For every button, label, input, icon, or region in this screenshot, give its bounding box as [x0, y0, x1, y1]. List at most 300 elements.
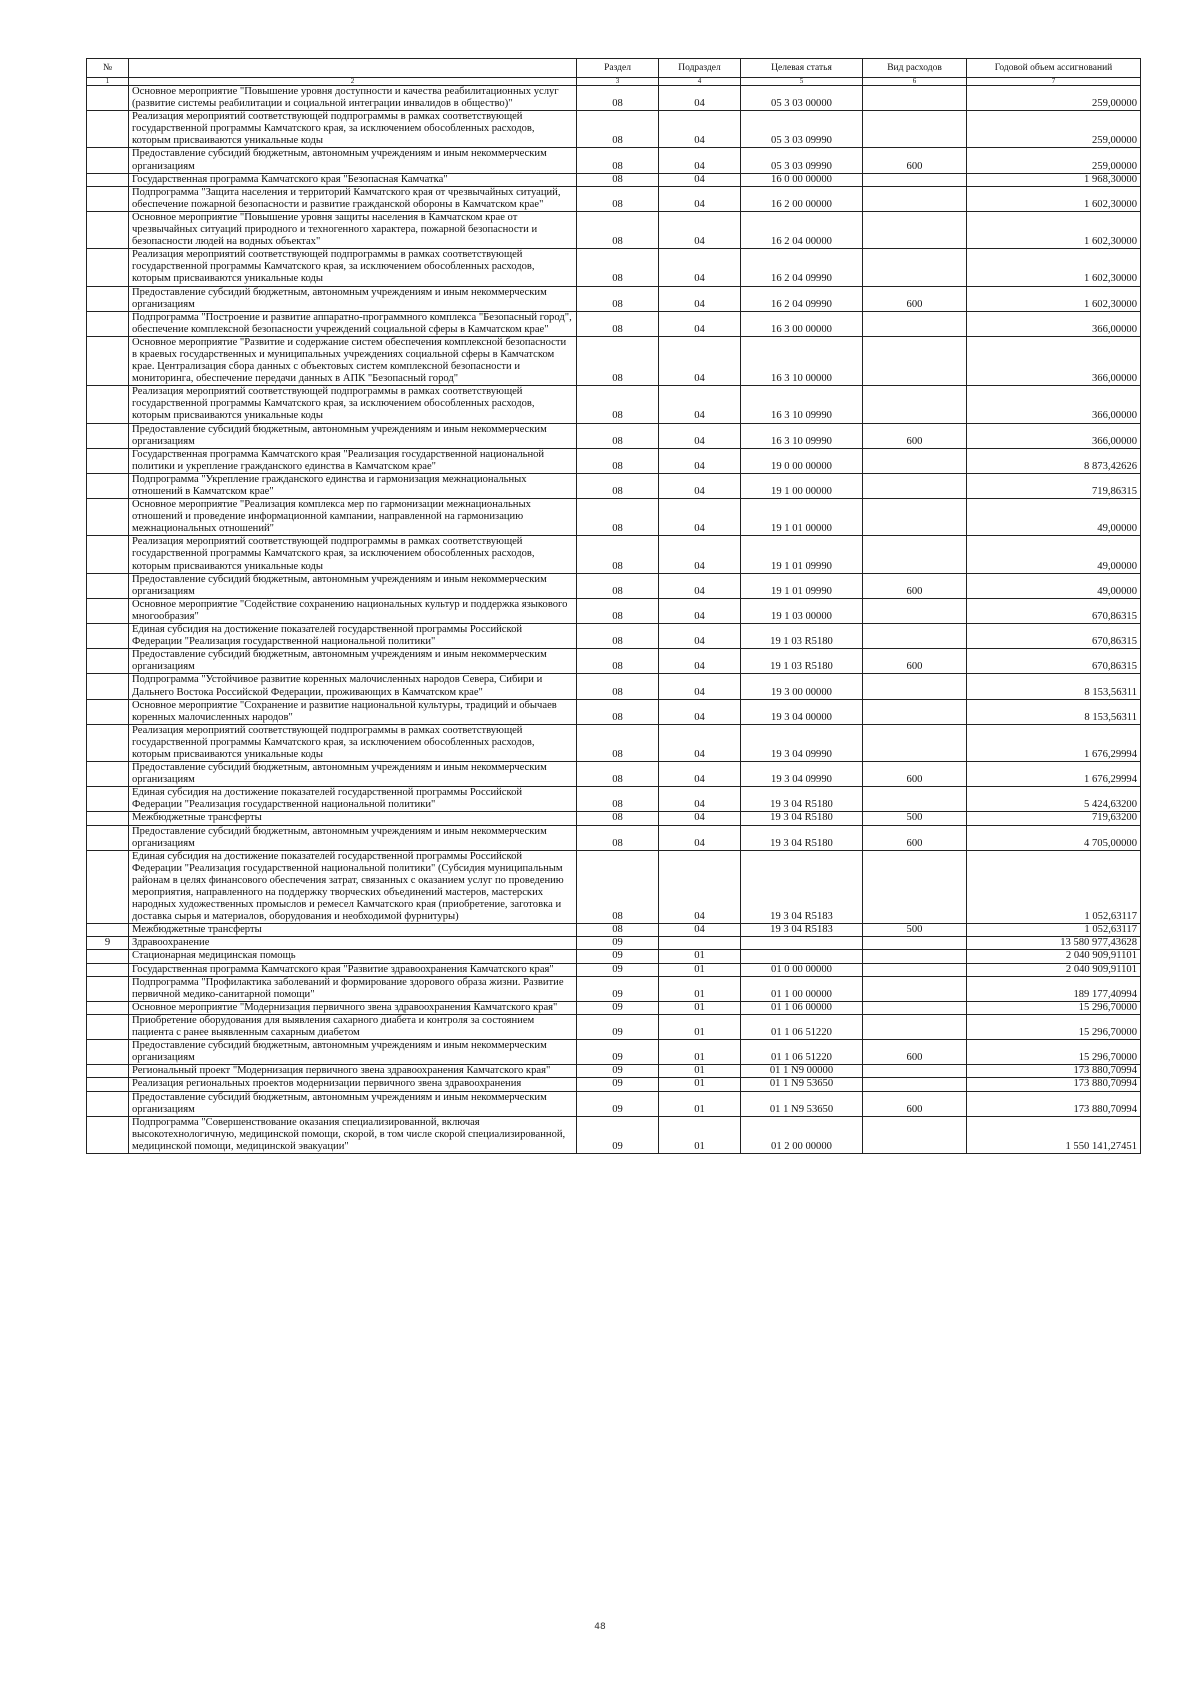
subsection-code: 04: [659, 473, 741, 498]
page-number: 48: [594, 1622, 606, 1632]
header-expense-type: Вид расходов: [863, 59, 967, 78]
section-code: 08: [577, 699, 659, 724]
expense-name: Реализация мероприятий соответствующей подпрограммы в рамках соответствующей государственной программы Камчатского края, за исключением обособленных расходов, которым присваиваются уникальные коды: [129, 249, 577, 286]
expense-type-code: 600: [863, 649, 967, 674]
table-row: [87, 1065, 1141, 1078]
subsection-code: 04: [659, 148, 741, 173]
annual-volume: 366,00000: [967, 423, 1141, 448]
subsection-code: 04: [659, 649, 741, 674]
section-code: 08: [577, 211, 659, 248]
expense-type-code: [863, 111, 967, 148]
expense-name: Единая субсидия на достижение показателей государственной программы Российской Федерации "Реализация государственной национальной политики" (Субсидия муниципальным районам в целях финансового обеспечения затрат, связанных с оказанием услуг по проведению мероприятия, направленного на поддержку творческих объединений мастеров, мастерских народных художественных промыслов и ремесел Камчатского края (приобретение, заготовка и доставка сырья и материалов, оборудования и необходимой фурнитуры): [129, 850, 577, 924]
expense-name: Основное мероприятие "Повышение уровня доступности и качества реабилитационных услуг (развитие системы реабилитации и социальной интеграции инвалидов в общество)": [129, 86, 577, 111]
target-article-code: 19 1 01 00000: [741, 499, 863, 536]
row-number: [87, 649, 129, 674]
table-row: [87, 311, 1141, 336]
expense-type-code: [863, 787, 967, 812]
subsection-code: 04: [659, 573, 741, 598]
target-article-code: 19 1 03 00000: [741, 598, 863, 623]
expense-name: Предоставление субсидий бюджетным, автономным учреждениям и иным некоммерческим организациям: [129, 649, 577, 674]
target-article-code: 16 2 00 00000: [741, 186, 863, 211]
section-code: 08: [577, 86, 659, 111]
target-article-code: 19 3 04 09990: [741, 762, 863, 787]
expense-name: Подпрограмма "Устойчивое развитие коренных малочисленных народов Севера, Сибири и Дальнего Востока Российской Федерации, проживающих в Камчатском крае": [129, 674, 577, 699]
expense-type-code: [863, 598, 967, 623]
expense-type-code: 600: [863, 423, 967, 448]
target-article-code: 01 1 06 51220: [741, 1040, 863, 1065]
expense-type-code: [863, 186, 967, 211]
row-number: [87, 86, 129, 111]
table-row: [87, 573, 1141, 598]
table-row: [87, 1091, 1141, 1116]
table-row: [87, 286, 1141, 311]
annual-volume: 259,00000: [967, 148, 1141, 173]
annual-volume: 49,00000: [967, 573, 1141, 598]
section-code: 09: [577, 1014, 659, 1039]
row-number: [87, 311, 129, 336]
row-number: [87, 173, 129, 186]
target-article-code: 19 1 00 00000: [741, 473, 863, 498]
expense-type-code: [863, 850, 967, 924]
section-code: 09: [577, 937, 659, 950]
subsection-code: 04: [659, 86, 741, 111]
row-number: [87, 624, 129, 649]
section-code: 09: [577, 950, 659, 963]
table-row: [87, 86, 1141, 111]
expense-type-code: 600: [863, 1091, 967, 1116]
subsection-code: 04: [659, 699, 741, 724]
expense-type-code: [863, 499, 967, 536]
header-name: [129, 59, 577, 78]
table-row: [87, 386, 1141, 423]
subsection-code: 04: [659, 499, 741, 536]
expense-type-code: [863, 311, 967, 336]
target-article-code: 01 0 00 00000: [741, 963, 863, 976]
annual-volume: 4 705,00000: [967, 825, 1141, 850]
row-number: [87, 1091, 129, 1116]
expense-name: Основное мероприятие "Модернизация первичного звена здравоохранения Камчатского края": [129, 1001, 577, 1014]
target-article-code: 05 3 03 09990: [741, 148, 863, 173]
row-number: [87, 473, 129, 498]
target-article-code: 16 2 04 00000: [741, 211, 863, 248]
annual-volume: 1 676,29994: [967, 724, 1141, 761]
target-article-code: 16 3 00 00000: [741, 311, 863, 336]
expense-type-code: 600: [863, 825, 967, 850]
row-number: [87, 963, 129, 976]
annual-volume: 366,00000: [967, 336, 1141, 385]
section-code: 09: [577, 1065, 659, 1078]
section-code: 09: [577, 1001, 659, 1014]
expense-name: Подпрограмма "Профилактика заболеваний и формирование здорового образа жизни. Развитие первичной медико-санитарной помощи": [129, 976, 577, 1001]
expense-name: Предоставление субсидий бюджетным, автономным учреждениям и иным некоммерческим организациям: [129, 1040, 577, 1065]
expense-name: Предоставление субсидий бюджетным, автономным учреждениям и иным некоммерческим организациям: [129, 1091, 577, 1116]
table-row: [87, 825, 1141, 850]
expense-type-code: [863, 724, 967, 761]
table-row: [87, 1001, 1141, 1014]
subsection-code: 04: [659, 674, 741, 699]
target-article-code: 05 3 03 09990: [741, 111, 863, 148]
table-row: [87, 111, 1141, 148]
row-number: [87, 423, 129, 448]
section-code: 08: [577, 311, 659, 336]
row-number: [87, 111, 129, 148]
header-section: Раздел: [577, 59, 659, 78]
expense-name: Здравоохранение: [129, 937, 577, 950]
expense-name: Подпрограмма "Защита населения и территорий Камчатского края от чрезвычайных ситуаций, обеспечение пожарной безопасности и развитие гражданской обороны в Камчатском крае": [129, 186, 577, 211]
row-number: 9: [87, 937, 129, 950]
subsection-code: 04: [659, 536, 741, 573]
section-code: 08: [577, 624, 659, 649]
row-number: [87, 924, 129, 937]
annual-volume: 173 880,70994: [967, 1091, 1141, 1116]
expense-name: Предоставление субсидий бюджетным, автономным учреждениям и иным некоммерческим организациям: [129, 423, 577, 448]
expense-type-code: 500: [863, 924, 967, 937]
expense-name: Подпрограмма "Совершенствование оказания специализированной, включая высокотехнологичную, медицинской помощи, скорой, в том числе скорой специализированной, медицинской помощи, медицинской эвакуации": [129, 1116, 577, 1153]
annual-volume: 2 040 909,91101: [967, 963, 1141, 976]
target-article-code: 01 1 N9 53650: [741, 1078, 863, 1091]
table-row: [87, 624, 1141, 649]
annual-volume: 1 968,30000: [967, 173, 1141, 186]
target-article-code: 19 1 01 09990: [741, 536, 863, 573]
subsection-code: 01: [659, 950, 741, 963]
subsection-code: 04: [659, 186, 741, 211]
column-number-row: [87, 78, 1141, 86]
subsection-code: 04: [659, 624, 741, 649]
annual-volume: 1 602,30000: [967, 249, 1141, 286]
section-code: 09: [577, 976, 659, 1001]
subsection-code: 01: [659, 1014, 741, 1039]
section-code: 08: [577, 249, 659, 286]
table-row: [87, 423, 1141, 448]
row-number: [87, 286, 129, 311]
table-row: [87, 448, 1141, 473]
target-article-code: 19 3 00 00000: [741, 674, 863, 699]
expense-name: Основное мероприятие "Сохранение и развитие национальной культуры, традиций и обычаев коренных малочисленных народов": [129, 699, 577, 724]
subsection-code: 01: [659, 976, 741, 1001]
annual-volume: 15 296,70000: [967, 1040, 1141, 1065]
row-number: [87, 1001, 129, 1014]
section-code: 09: [577, 1116, 659, 1153]
expense-type-code: [863, 336, 967, 385]
table-row: [87, 674, 1141, 699]
annual-volume: 15 296,70000: [967, 1001, 1141, 1014]
row-number: [87, 573, 129, 598]
expense-type-code: [863, 249, 967, 286]
row-number: [87, 787, 129, 812]
section-code: 08: [577, 812, 659, 825]
subsection-code: 04: [659, 724, 741, 761]
expense-type-code: 600: [863, 573, 967, 598]
section-code: 08: [577, 473, 659, 498]
expense-name: Реализация мероприятий соответствующей подпрограммы в рамках соответствующей государственной программы Камчатского края, за исключением обособленных расходов, которым присваиваются уникальные коды: [129, 724, 577, 761]
target-article-code: 19 1 03 R5180: [741, 624, 863, 649]
expense-name: Основное мероприятие "Развитие и содержание систем обеспечения комплексной безопасности в краевых государственных и муниципальных учреждениях социальной сферы в Камчатском крае. Централизация сбора данных с объектовых систем комплексной безопасности и мониторинга, обеспечение передачи данных в АПК "Безопасный город": [129, 336, 577, 385]
expense-name: Предоставление субсидий бюджетным, автономным учреждениям и иным некоммерческим организациям: [129, 148, 577, 173]
table-body: [87, 86, 1141, 1154]
row-number: [87, 976, 129, 1001]
expense-name: Предоставление субсидий бюджетным, автономным учреждениям и иным некоммерческим организациям: [129, 762, 577, 787]
section-code: 08: [577, 423, 659, 448]
section-code: 08: [577, 448, 659, 473]
expense-type-code: [863, 699, 967, 724]
expense-name: Реализация мероприятий соответствующей подпрограммы в рамках соответствующей государственной программы Камчатского края, за исключением обособленных расходов, которым присваиваются уникальные коды: [129, 386, 577, 423]
section-code: 09: [577, 1091, 659, 1116]
annual-volume: 189 177,40994: [967, 976, 1141, 1001]
expense-name: Основное мероприятие "Содействие сохранению национальных культур и поддержка языкового многообразия": [129, 598, 577, 623]
annual-volume: 1 676,29994: [967, 762, 1141, 787]
subsection-code: 04: [659, 762, 741, 787]
expense-name: Основное мероприятие "Реализация комплекса мер по гармонизации межнациональных отношений и проведение информационной кампании, направленной на гармонизацию межнациональных отношений": [129, 499, 577, 536]
section-code: 08: [577, 536, 659, 573]
section-code: 08: [577, 674, 659, 699]
subsection-code: 04: [659, 173, 741, 186]
subsection-code: 04: [659, 311, 741, 336]
expense-type-code: [863, 950, 967, 963]
table-row: [87, 963, 1141, 976]
target-article-code: 19 3 04 09990: [741, 724, 863, 761]
budget-page: [86, 58, 1140, 1154]
expense-type-code: 600: [863, 286, 967, 311]
expense-name: Реализация региональных проектов модернизации первичного звена здравоохранения: [129, 1078, 577, 1091]
section-code: 08: [577, 386, 659, 423]
header-subsection: Подраздел: [659, 59, 741, 78]
column-number: 4: [659, 78, 741, 86]
table-row: [87, 1014, 1141, 1039]
row-number: [87, 850, 129, 924]
row-number: [87, 762, 129, 787]
section-code: 08: [577, 924, 659, 937]
expense-name: Межбюджетные трансферты: [129, 812, 577, 825]
row-number: [87, 724, 129, 761]
expense-type-code: [863, 173, 967, 186]
column-number: 6: [863, 78, 967, 86]
subsection-code: 04: [659, 386, 741, 423]
annual-volume: 1 602,30000: [967, 286, 1141, 311]
header-target-article: Целевая статья: [741, 59, 863, 78]
expense-type-code: [863, 1116, 967, 1153]
target-article-code: 19 3 04 R5180: [741, 825, 863, 850]
expense-name: Единая субсидия на достижение показателей государственной программы Российской Федерации "Реализация государственной национальной политики": [129, 787, 577, 812]
row-number: [87, 536, 129, 573]
expense-name: Реализация мероприятий соответствующей подпрограммы в рамках соответствующей государственной программы Камчатского края, за исключением обособленных расходов, которым присваиваются уникальные коды: [129, 111, 577, 148]
expense-name: Региональный проект "Модернизация первичного звена здравоохранения Камчатского края": [129, 1065, 577, 1078]
section-code: 09: [577, 1040, 659, 1065]
expense-type-code: [863, 937, 967, 950]
expense-type-code: [863, 211, 967, 248]
subsection-code: 04: [659, 924, 741, 937]
target-article-code: 16 3 10 09990: [741, 386, 863, 423]
expense-name: Единая субсидия на достижение показателей государственной программы Российской Федерации "Реализация государственной национальной политики": [129, 624, 577, 649]
target-article-code: 01 1 N9 53650: [741, 1091, 863, 1116]
annual-volume: 670,86315: [967, 598, 1141, 623]
table-row: [87, 699, 1141, 724]
subsection-code: 01: [659, 963, 741, 976]
subsection-code: [659, 937, 741, 950]
expense-name: Стационарная медицинская помощь: [129, 950, 577, 963]
table-row: [87, 1078, 1141, 1091]
table-row: [87, 850, 1141, 924]
subsection-code: 01: [659, 1065, 741, 1078]
expense-type-code: 600: [863, 148, 967, 173]
subsection-code: 01: [659, 1091, 741, 1116]
target-article-code: 19 3 04 R5180: [741, 787, 863, 812]
column-number: 2: [129, 78, 577, 86]
subsection-code: 04: [659, 423, 741, 448]
table-row: [87, 148, 1141, 173]
expense-type-code: [863, 1065, 967, 1078]
header-row: [87, 59, 1141, 78]
section-code: 08: [577, 111, 659, 148]
annual-volume: 173 880,70994: [967, 1078, 1141, 1091]
row-number: [87, 186, 129, 211]
column-number: 1: [87, 78, 129, 86]
expense-type-code: [863, 1014, 967, 1039]
expense-type-code: [863, 976, 967, 1001]
table-row: [87, 186, 1141, 211]
expense-type-code: [863, 448, 967, 473]
section-code: 08: [577, 850, 659, 924]
table-row: [87, 211, 1141, 248]
expense-type-code: [863, 1078, 967, 1091]
expense-name: Межбюджетные трансферты: [129, 924, 577, 937]
target-article-code: 16 2 04 09990: [741, 286, 863, 311]
target-article-code: 01 1 00 00000: [741, 976, 863, 1001]
table-row: [87, 499, 1141, 536]
target-article-code: [741, 950, 863, 963]
subsection-code: 01: [659, 1040, 741, 1065]
row-number: [87, 336, 129, 385]
annual-volume: 1 550 141,27451: [967, 1116, 1141, 1153]
subsection-code: 04: [659, 336, 741, 385]
subsection-code: 04: [659, 448, 741, 473]
annual-volume: 259,00000: [967, 86, 1141, 111]
expense-name: Реализация мероприятий соответствующей подпрограммы в рамках соответствующей государственной программы Камчатского края, за исключением обособленных расходов, которым присваиваются уникальные коды: [129, 536, 577, 573]
subsection-code: 01: [659, 1078, 741, 1091]
subsection-code: 04: [659, 812, 741, 825]
row-number: [87, 386, 129, 423]
table-row: [87, 649, 1141, 674]
subsection-code: 04: [659, 286, 741, 311]
row-number: [87, 1078, 129, 1091]
target-article-code: 05 3 03 00000: [741, 86, 863, 111]
expense-name: Государственная программа Камчатского края "Безопасная Камчатка": [129, 173, 577, 186]
table-row: [87, 787, 1141, 812]
expense-name: Подпрограмма "Построение и развитие аппаратно-программного комплекса "Безопасный город", обеспечение комплексной безопасности учреждений социальной сферы в Камчатском крае": [129, 311, 577, 336]
row-number: [87, 448, 129, 473]
expense-name: Подпрограмма "Укрепление гражданского единства и гармонизация межнациональных отношений в Камчатском крае": [129, 473, 577, 498]
header-number: №: [87, 59, 129, 78]
target-article-code: 19 0 00 00000: [741, 448, 863, 473]
annual-volume: 719,63200: [967, 812, 1141, 825]
section-code: 08: [577, 724, 659, 761]
annual-volume: 8 873,42626: [967, 448, 1141, 473]
table-row: [87, 536, 1141, 573]
header-annual-volume: Годовой объем ассигнований: [967, 59, 1141, 78]
annual-volume: 13 580 977,43628: [967, 937, 1141, 950]
row-number: [87, 148, 129, 173]
target-article-code: 19 3 04 R5183: [741, 850, 863, 924]
section-code: 08: [577, 787, 659, 812]
section-code: 08: [577, 825, 659, 850]
section-code: 08: [577, 336, 659, 385]
annual-volume: 8 153,56311: [967, 699, 1141, 724]
table-row: [87, 924, 1141, 937]
annual-volume: 670,86315: [967, 649, 1141, 674]
annual-volume: 1 052,63117: [967, 924, 1141, 937]
target-article-code: 01 1 06 00000: [741, 1001, 863, 1014]
column-number: 5: [741, 78, 863, 86]
row-number: [87, 1065, 129, 1078]
target-article-code: 01 2 00 00000: [741, 1116, 863, 1153]
expense-name: Предоставление субсидий бюджетным, автономным учреждениям и иным некоммерческим организациям: [129, 573, 577, 598]
table-row: [87, 762, 1141, 787]
table-row: [87, 812, 1141, 825]
expense-type-code: [863, 386, 967, 423]
subsection-code: 04: [659, 825, 741, 850]
row-number: [87, 674, 129, 699]
row-number: [87, 825, 129, 850]
expense-type-code: [863, 86, 967, 111]
table-row: [87, 598, 1141, 623]
table-row: [87, 336, 1141, 385]
row-number: [87, 1116, 129, 1153]
column-number: 7: [967, 78, 1141, 86]
section-code: 09: [577, 1078, 659, 1091]
row-number: [87, 211, 129, 248]
table-row: [87, 976, 1141, 1001]
annual-volume: 1 052,63117: [967, 850, 1141, 924]
subsection-code: 01: [659, 1116, 741, 1153]
target-article-code: 19 3 04 R5180: [741, 812, 863, 825]
target-article-code: 01 1 N9 00000: [741, 1065, 863, 1078]
annual-volume: 49,00000: [967, 536, 1141, 573]
section-code: 08: [577, 598, 659, 623]
table-row: [87, 173, 1141, 186]
section-code: 08: [577, 762, 659, 787]
row-number: [87, 812, 129, 825]
subsection-code: 04: [659, 850, 741, 924]
table-row: [87, 1040, 1141, 1065]
row-number: [87, 249, 129, 286]
section-code: 09: [577, 963, 659, 976]
expense-name: Предоставление субсидий бюджетным, автономным учреждениям и иным некоммерческим организациям: [129, 825, 577, 850]
target-article-code: 19 3 04 00000: [741, 699, 863, 724]
expense-type-code: [863, 1001, 967, 1014]
target-article-code: 16 0 00 00000: [741, 173, 863, 186]
table-row: [87, 249, 1141, 286]
expense-name: Приобретение оборудования для выявления сахарного диабета и контроля за состоянием пациента с ранее выявленным сахарным диабетом: [129, 1014, 577, 1039]
target-article-code: 16 3 10 00000: [741, 336, 863, 385]
annual-volume: 1 602,30000: [967, 186, 1141, 211]
budget-table: [86, 58, 1141, 1154]
row-number: [87, 950, 129, 963]
annual-volume: 719,86315: [967, 473, 1141, 498]
section-code: 08: [577, 148, 659, 173]
subsection-code: 04: [659, 111, 741, 148]
annual-volume: 8 153,56311: [967, 674, 1141, 699]
table-row: [87, 473, 1141, 498]
section-code: 08: [577, 173, 659, 186]
row-number: [87, 1014, 129, 1039]
expense-type-code: [863, 624, 967, 649]
subsection-code: 04: [659, 598, 741, 623]
target-article-code: 19 1 01 09990: [741, 573, 863, 598]
annual-volume: 259,00000: [967, 111, 1141, 148]
annual-volume: 49,00000: [967, 499, 1141, 536]
row-number: [87, 499, 129, 536]
annual-volume: 2 040 909,91101: [967, 950, 1141, 963]
subsection-code: 01: [659, 1001, 741, 1014]
